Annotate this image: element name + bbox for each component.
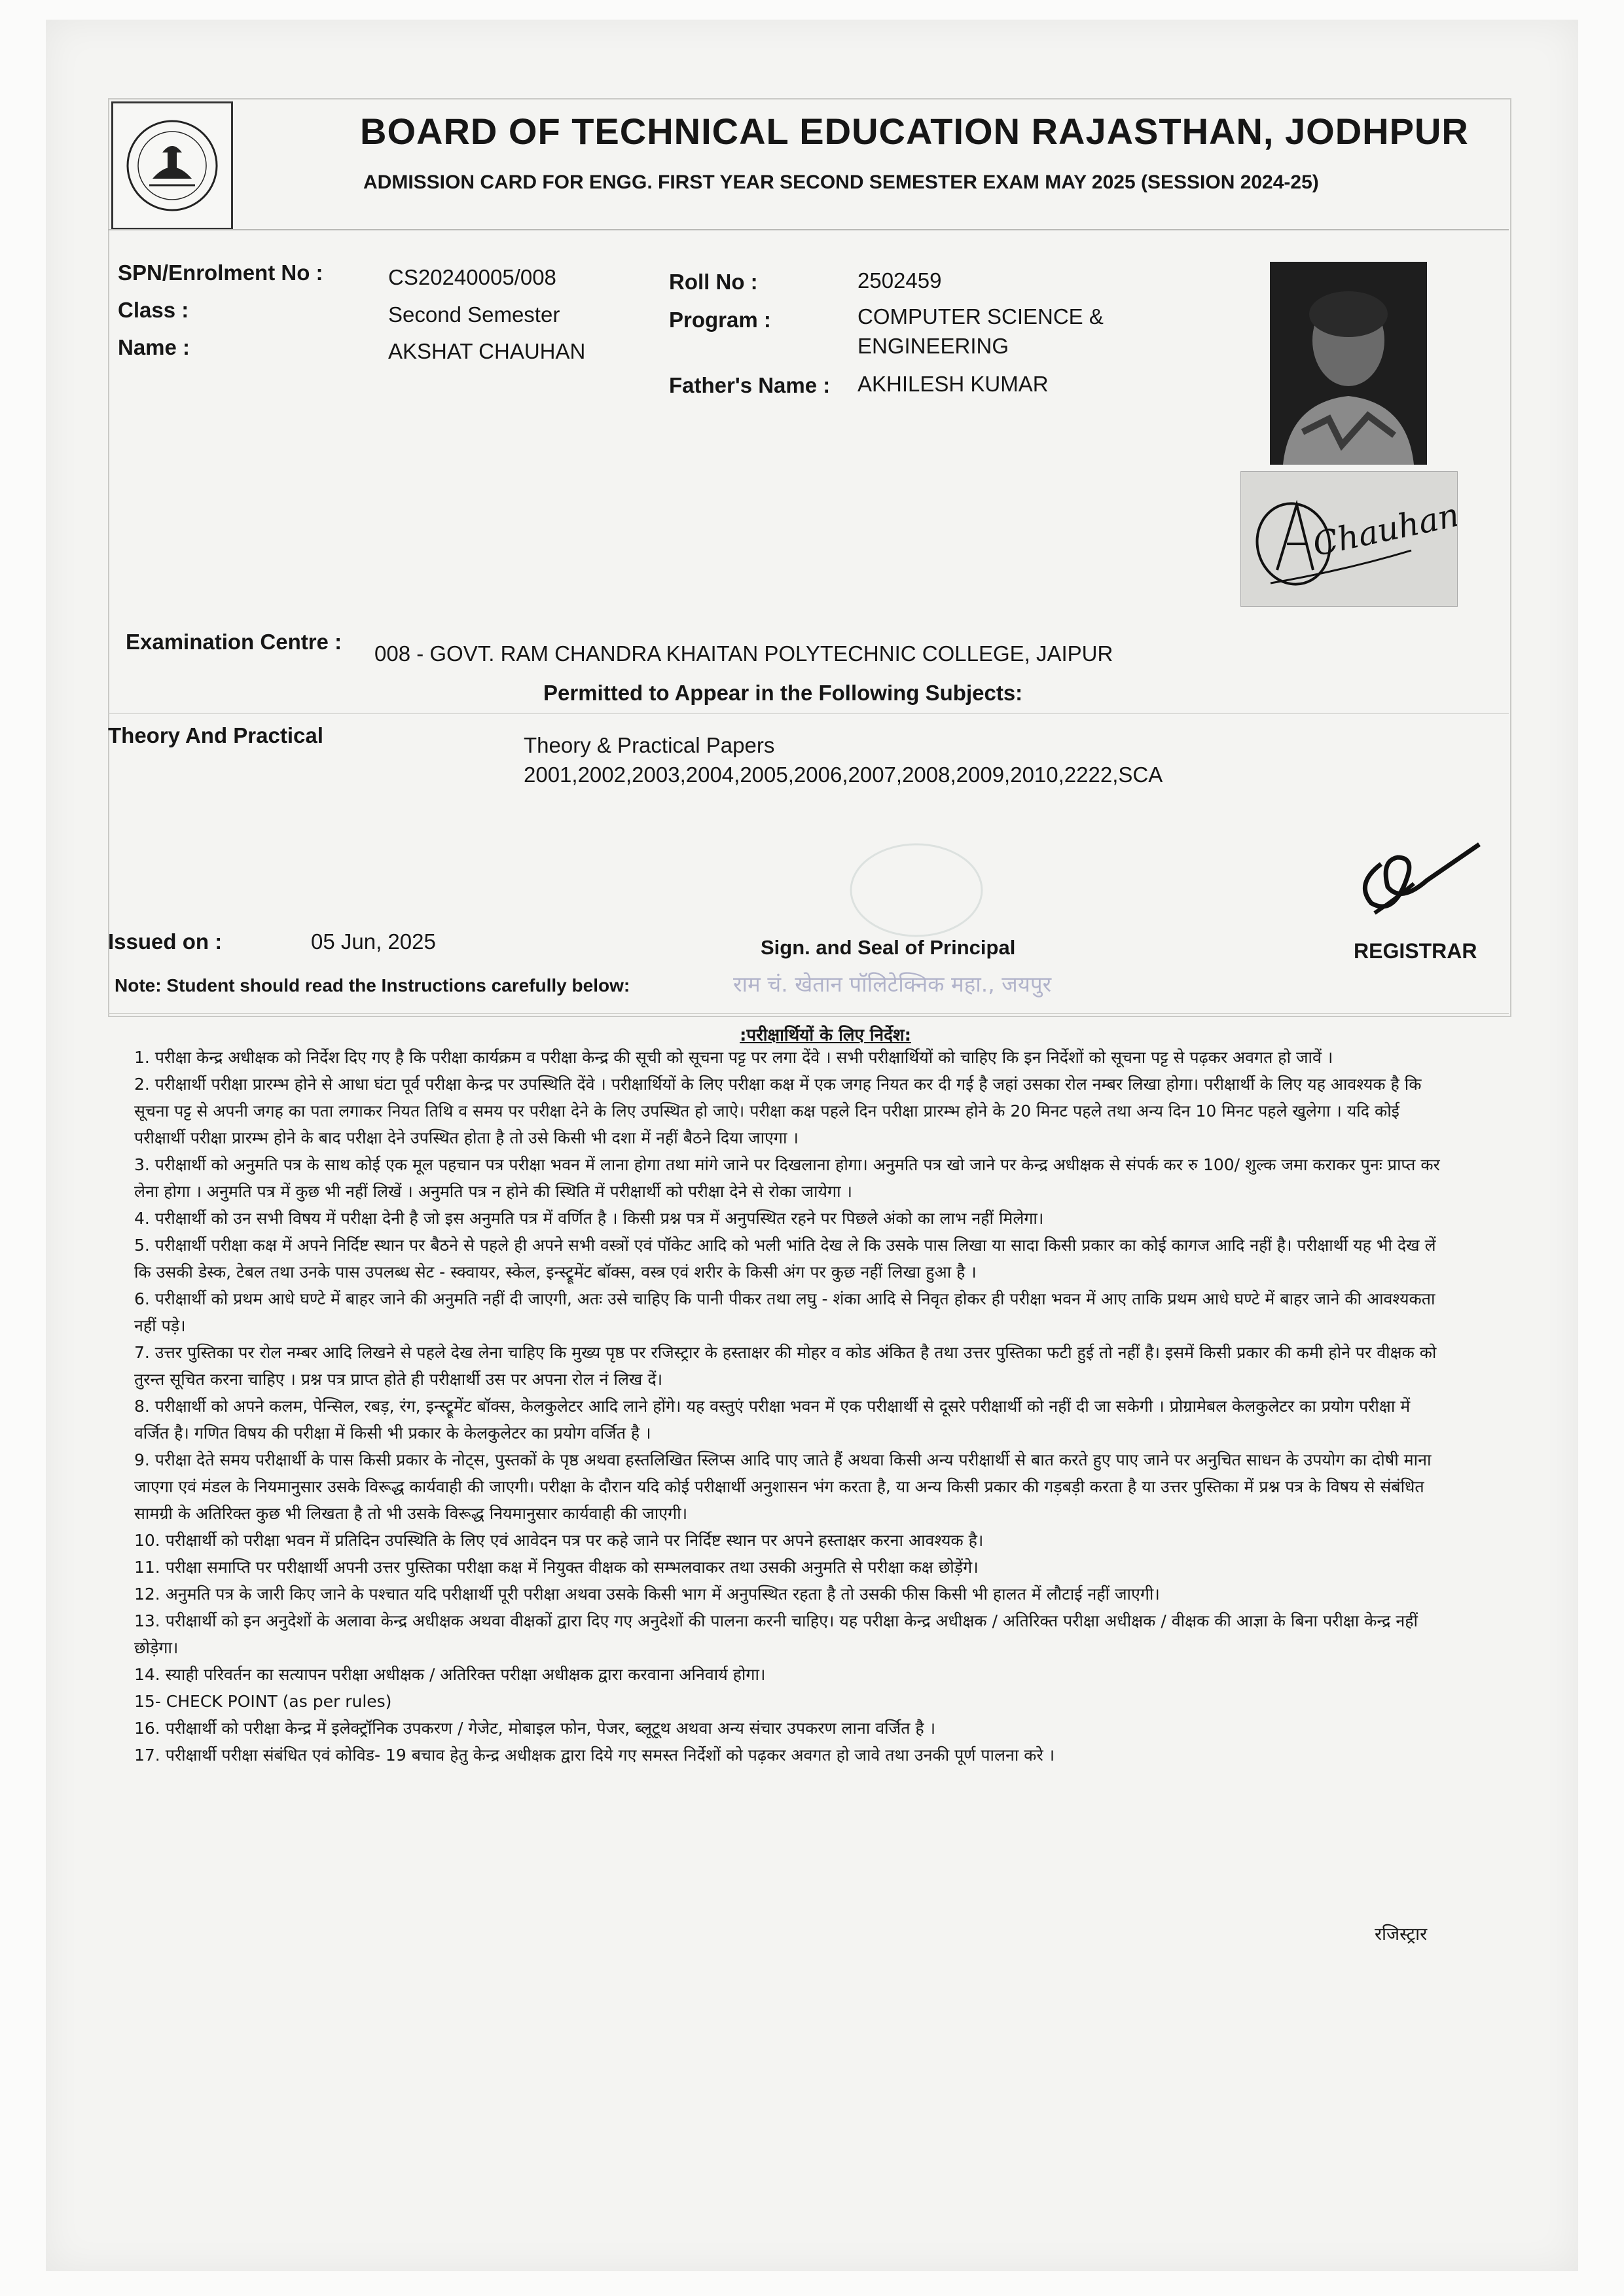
roll-label: Roll No : bbox=[669, 270, 758, 294]
person-photo-icon bbox=[1270, 262, 1427, 465]
instruction-item: 13. परीक्षार्थी को इन अनुदेशों के अलावा केन्द्र अधीक्षक अथवा वीक्षकों द्वारा दिए गए अनुदेशों की पालना करनी चाहिए। यह परीक्षा केन्द्र अधीक्षक / अतिरिक्त परीक्षा अधीक्षक / वीक्षक की आज्ञा के बिना परीक्षा केन्द्र नहीं छोड़ेगा। bbox=[134, 1611, 1418, 1657]
enrolment-label: SPN/Enrolment No : bbox=[118, 260, 323, 285]
student-photo bbox=[1270, 262, 1427, 465]
instructions-registrar: रजिस्ट्रार bbox=[1375, 1924, 1428, 1945]
name-value: AKSHAT CHAUHAN bbox=[388, 339, 586, 363]
principal-seal bbox=[838, 831, 1054, 942]
registrar-signature bbox=[1335, 825, 1486, 923]
signature-text: Chauhan bbox=[1309, 495, 1457, 564]
instruction-item: 1. परीक्षा केन्द्र अधीक्षक को निर्देश दिए गए है कि परीक्षा कार्यक्रम व परीक्षा केन्द्र की सूची को सूचना पट्ट पर लगा देंवे । सभी परीक्षार्थियों को चाहिए कि इन निर्देशों को सूचना पट्ट से पढ़कर अवगत हो जावें । bbox=[134, 1048, 1333, 1067]
header-divider bbox=[108, 229, 1509, 230]
program-label: Program : bbox=[669, 308, 771, 332]
instruction-item: 14. स्याही परिवर्तन का सत्यापन परीक्षा अधीक्षक / अतिरिक्त परीक्षा अधीक्षक द्वारा करवाना अनिवार्य होगा। bbox=[134, 1665, 766, 1684]
instruction-item: 16. परीक्षार्थी को परीक्षा केन्द्र में इलेक्ट्रॉनिक उपकरण / गेजेट, मोबाइल फोन, पेजर, ब्लूटूथ अथवा अन्य संचार उपकरण लाना वर्जित है । bbox=[134, 1719, 936, 1738]
instruction-item: 3. परीक्षार्थी को अनुमति पत्र के साथ कोई एक मूल पहचान पत्र परीक्षा भवन में लाना होगा तथा मांगे जाने पर दिखलाना होगा। अनुमति पत्र खो जाने पर केन्द्र अधीक्षक से संपर्क कर रु 100/ शुल्क जमा कराकर पुनः प्राप्त कर लेना होगा । अनुमति पत्र में कुछ भी नहीं लिखें । अनुमति पत्र न होने की स्थिति में परीक्षार्थी को परीक्षा देने से रोका जायेगा । bbox=[134, 1155, 1440, 1201]
father-value: AKHILESH KUMAR bbox=[857, 372, 1049, 396]
board-title: BOARD OF TECHNICAL EDUCATION RAJASTHAN, JODHPUR bbox=[360, 111, 1469, 152]
instructions-list bbox=[134, 1044, 1450, 1768]
instruction-item: 4. परीक्षार्थी को उन सभी विषय में परीक्षा देनी है जो इस अनुमति पत्र में वर्णित है । किसी प्रश्न पत्र में अनुपस्थित रहने पर पिछले अंको का लाभ नहीं मिलेगा। bbox=[134, 1209, 1044, 1228]
instruction-item: 11. परीक्षा समाप्ति पर परीक्षार्थी अपनी उत्तर पुस्तिका परीक्षा कक्ष में नियुक्त वीक्षक को सम्भलवाकर तथा उसकी अनुमति से परीक्षा कक्ष छोड़ेंगे। bbox=[134, 1558, 979, 1577]
instruction-item: 12. अनुमति पत्र के जारी किए जाने के पश्चात यदि परीक्षार्थी पूरी परीक्षा अथवा उसके किसी भाग में अनुपस्थित रहता है तो उसकी फीस किसी भी हालत में लौटाई नहीं जाएगी। bbox=[134, 1585, 1160, 1604]
instruction-item: 17. परीक्षार्थी परीक्षा संबंधित एवं कोविड- 19 बचाव हेतु केन्द्र अधीक्षक द्वारा दिये गए समस्त निर्देशों को पढ़कर अवगत हो जावे तथा उनकी पूर्ण पालना करे । bbox=[134, 1746, 1055, 1765]
emblem-icon bbox=[123, 117, 221, 215]
student-signature bbox=[1240, 471, 1458, 607]
program-value-line1: COMPUTER SCIENCE & bbox=[857, 304, 1104, 329]
class-label: Class : bbox=[118, 298, 189, 322]
issued-date: 05 Jun, 2025 bbox=[311, 929, 436, 954]
instruction-item: 5. परीक्षार्थी परीक्षा कक्ष में अपने निर्दिष्ट स्थान पर बैठने से पहले ही अपने सभी वस्त्रों एवं पॉकेट आदि को भली भांति देख ले कि उसके पास लिखा या सादा किसी प्रकार का कोई कागज आदि नहीं है। परीक्षार्थी यह भी देख लें कि उसकी डेस्क, टेबल तथा उनके पास उपलब्ध सेट - स्क्वायर, स्केल, इन्स्ट्रूमेंट बॉक्स, वस्त्र एवं शरीर के किसी अंग पर कुछ नहीं लिखा हुआ है । bbox=[134, 1236, 1436, 1282]
college-stamp-text: राम चं. खेतान पॉलिटेक्निक महा., जयपुर bbox=[733, 971, 1052, 997]
father-label: Father's Name : bbox=[669, 373, 831, 397]
program-value-line2: ENGINEERING bbox=[857, 334, 1009, 358]
instruction-item: 9. परीक्षा देते समय परीक्षार्थी के पास किसी प्रकार के नोट्स, पुस्तकों के पृष्ठ अथवा हस्तलिखित स्लिप्स आदि पाए जाते हैं अथवा किसी अन्य परीक्षार्थी से बात करते हुए पाए जाने पर अनुचित साधन के उपयोग का दोषी माना जाएगा एवं मंडल के नियमानुसार उसके विरूद्ध कार्यवाही की जाएगी। परीक्षा के दौरान यदि कोई परीक्षार्थी अनुशासन भंग करता है, या अन्य किसी प्रकार की गड़बड़ी करता है या उत्तर पुस्तिका में प्रश्न पत्र के विषय से संबंधित सामग्री के अतिरिक्त कुछ भी लिखता है तो भी उसके विरूद्ध नियमानुसार कार्यवाही की जाएगी। bbox=[134, 1450, 1432, 1523]
admission-card-subtitle: ADMISSION CARD FOR ENGG. FIRST YEAR SECOND SEMESTER EXAM MAY 2025 (SESSION 2024-25) bbox=[363, 171, 1319, 193]
issued-label: Issued on : bbox=[108, 929, 223, 954]
registrar-label: REGISTRAR bbox=[1354, 939, 1477, 963]
class-value: Second Semester bbox=[388, 302, 560, 327]
board-logo bbox=[111, 101, 233, 230]
instructions-divider bbox=[108, 1013, 1509, 1014]
permitted-heading: Permitted to Appear in the Following Subjects: bbox=[543, 681, 1023, 705]
instruction-item: 8. परीक्षार्थी को अपने कलम, पेन्सिल, रबड़, रंग, इन्स्ट्रूमेंट बॉक्स, केलकुलेटर आदि लाने होंगे। यह वस्तुएं परीक्षा भवन में एक परीक्षार्थी से दूसरे परीक्षार्थी को नहीं दी जा सकेगी । प्रोग्रामेबल केलकुलेटर का प्रयोग परीक्षा में वर्जित है। गणित विषय की परीक्षा में किसी भी प्रकार के केलकुलेटर का प्रयोग वर्जित है । bbox=[134, 1397, 1411, 1443]
papers-list: 2001,2002,2003,2004,2005,2006,2007,2008,2009,2010,2222,SCA bbox=[524, 762, 1163, 787]
subjects-divider bbox=[108, 713, 1509, 714]
instructions-title: :परीक्षार्थियों के लिए निर्देश: bbox=[740, 1026, 911, 1045]
instruction-item: 7. उत्तर पुस्तिका पर रोल नम्बर आदि लिखने से पहले देख लेना चाहिए कि मुख्य पृष्ठ पर रजिस्ट्रार के हस्ताक्षर की मोहर व कोड अंकित है तथा उत्तर पुस्तिका फटी हुई तो नहीं है। इसमें किसी प्रकार की कमी होने पर वीक्षक को तुरन्त सूचित करना चाहिए । प्रश्न पत्र प्राप्त होते ही परीक्षार्थी उस पर अपना रोल नं लिख दें। bbox=[134, 1343, 1437, 1389]
exam-centre-value: 008 - GOVT. RAM CHANDRA KHAITAN POLYTECHNIC COLLEGE, JAIPUR bbox=[374, 641, 1113, 666]
instruction-item: 10. परीक्षार्थी को परीक्षा भवन में प्रतिदिन उपस्थिति के लिए एवं आवेदन पत्र पर कहे जाने पर निर्दिष्ट स्थान पर अपने हस्ताक्षर करना आवश्यक है। bbox=[134, 1531, 984, 1550]
instruction-item: 15- CHECK POINT (as per rules) bbox=[134, 1692, 392, 1711]
papers-title: Theory & Practical Papers bbox=[524, 733, 775, 757]
enrolment-value: CS20240005/008 bbox=[388, 265, 556, 289]
exam-centre-label: Examination Centre : bbox=[126, 630, 342, 654]
instruction-item: 6. परीक्षार्थी को प्रथम आधे घण्टे में बाहर जाने की अनुमति नहीं दी जाएगी, अतः उसे चाहिए कि पानी पीकर तथा लघु - शंका आदि से निवृत होकर ही परीक्षा भवन में आए ताकि प्रथम आधे घण्टे में बाहर जाने की आवश्यकता नहीं पड़े। bbox=[134, 1289, 1435, 1335]
principal-sign-label: Sign. and Seal of Principal bbox=[761, 936, 1016, 959]
instruction-item: 2. परीक्षार्थी परीक्षा प्रारम्भ होने से आधा घंटा पूर्व परीक्षा केन्द्र पर उपस्थिति देंवे । परीक्षार्थियों के लिए परीक्षा कक्ष में एक जगह नियत कर दी गई है जहां उसका रोल नम्बर लिखा होगा। परीक्षार्थी के लिए यह आवश्यक है कि सूचना पट्ट से अपनी जगह का पता लगाकर नियत तिथि व समय पर परीक्षा देने के लिए उपस्थित हो जाऐ। परीक्षा कक्ष पहले दिन परीक्षा प्रारम्भ होने के 20 मिनट पहले तथा अन्य दिन 10 मिनट पहले खुलेगा । यदि कोई परीक्षार्थी परीक्षा प्रारम्भ होने के बाद परीक्षा देने उपस्थित होता है तो उसे किसी भी दशा में नहीं बैठने दिया जाएगा । bbox=[134, 1075, 1422, 1147]
name-label: Name : bbox=[118, 335, 190, 359]
instructions-note: Note: Student should read the Instructions carefully below: bbox=[115, 975, 630, 996]
subject-type-label: Theory And Practical bbox=[108, 723, 323, 747]
roll-value: 2502459 bbox=[857, 268, 942, 293]
